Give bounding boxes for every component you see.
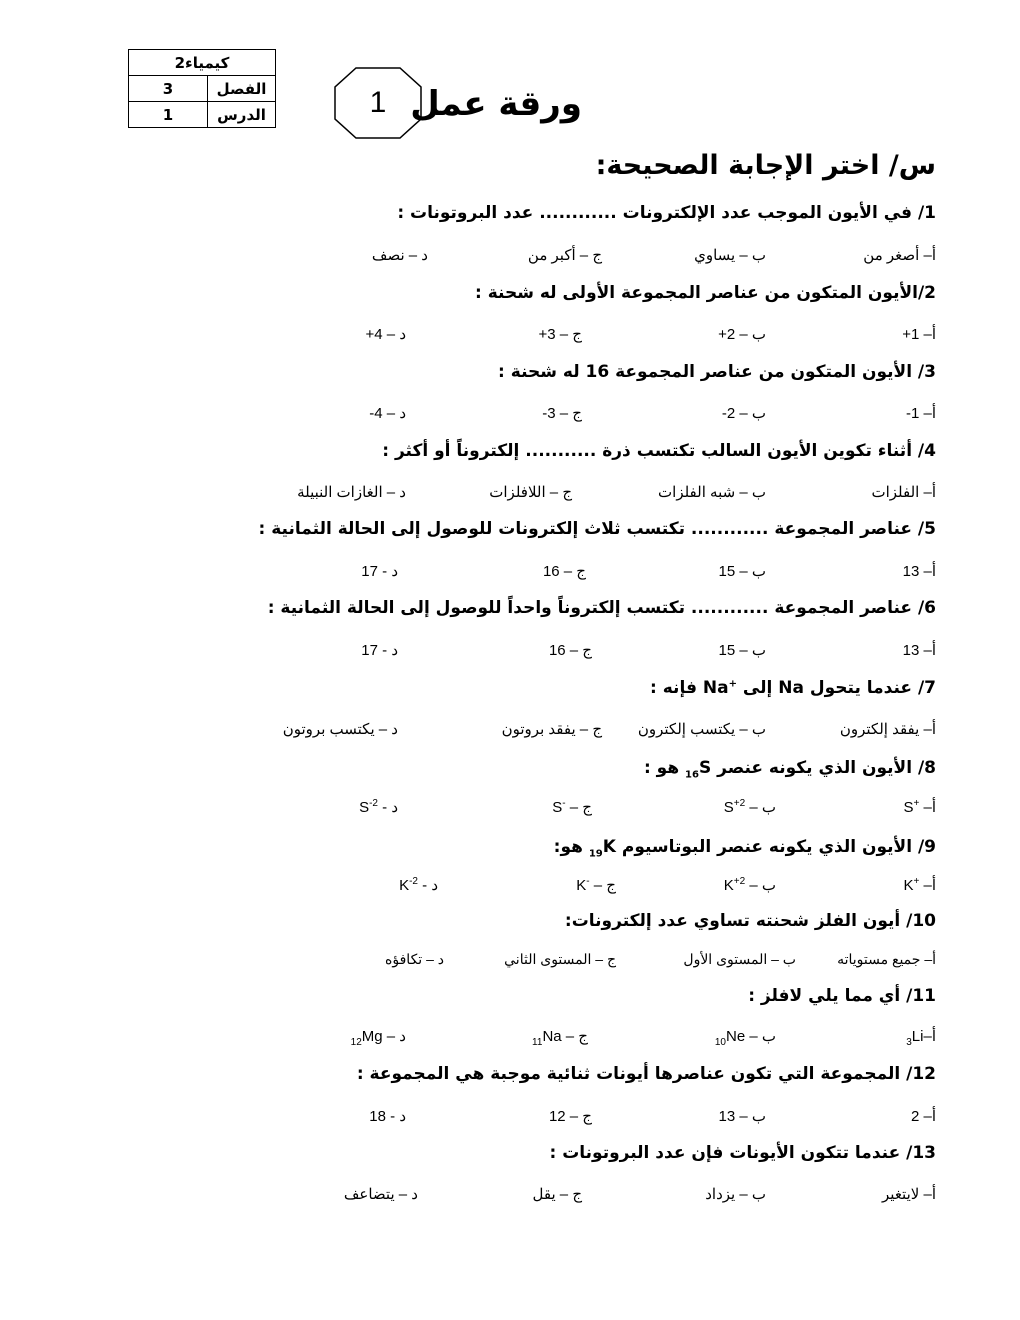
option-c[interactable]: ج – يفقد بروتون — [501, 721, 602, 738]
option-c[interactable]: ج – S- — [552, 798, 592, 816]
option-a[interactable]: أ– جميع مستوياته — [837, 951, 936, 967]
option-a[interactable]: أ– أصغر من — [863, 247, 936, 264]
option-b[interactable]: ب – شبه الفلزات — [658, 484, 766, 501]
subject-cell: كيمياء2 — [129, 50, 276, 76]
option-c[interactable]: ج – 16 — [548, 642, 592, 659]
option-a[interactable]: أ– 2 — [910, 1108, 936, 1125]
option-a[interactable]: أ– 1- — [905, 405, 936, 422]
chapter-value: 3 — [129, 76, 208, 102]
option-a[interactable]: أ– يفقد إلكترون — [839, 721, 936, 738]
option-c[interactable]: ج – 12 — [548, 1108, 592, 1125]
sheet-number-badge — [334, 67, 422, 139]
option-c[interactable]: ج – اللافلزات — [489, 484, 572, 501]
option-b[interactable]: ب – يزداد — [705, 1186, 766, 1203]
question-7: 7/ عندما يتحول Na إلى Na+ فإنه : — [650, 678, 936, 698]
option-d[interactable]: د – يتضاعف — [343, 1186, 418, 1203]
option-c[interactable]: ج – K- — [576, 876, 616, 894]
question-6: 6/ عناصر المجموعة ............ تكتسب إلكتروناً واحداً للوصول إلى الحالة الثمانية : — [267, 598, 936, 618]
option-c[interactable]: ج – أكبر من — [527, 247, 602, 264]
option-b[interactable]: ب – $_{10}$Ne — [714, 1028, 776, 1048]
option-b[interactable]: ب – $S^{+2}$ — [723, 798, 776, 816]
option-a[interactable]: أ– 13 — [902, 642, 936, 659]
chapter-label: الفصل — [208, 76, 276, 102]
option-b[interactable]: ب – 13 — [718, 1108, 766, 1125]
question-1: 1/ في الأيون الموجب عدد الإلكترونات ............ عدد البروتونات : — [397, 203, 936, 223]
option-a[interactable]: أ– S+ — [903, 798, 936, 816]
page-title: ورقة عمل — [410, 84, 582, 124]
option-c[interactable]: ج – 16 — [542, 563, 586, 580]
option-d[interactable]: د – نصف — [371, 247, 428, 264]
question-13: 13/ عندما تتكون الأيونات فإن عدد البروتونات : — [549, 1143, 936, 1163]
question-12: 12/ المجموعة التي تكون عناصرها أيونات ثنائية موجبة هي المجموعة : — [356, 1064, 936, 1084]
option-d[interactable]: د – تكافؤه — [385, 951, 444, 967]
question-10: 10/ أيون الفلز شحنته تساوي عدد إلكترونات: — [564, 911, 936, 931]
option-b[interactable]: ب – يساوي — [694, 247, 766, 264]
sheet-number: 1 — [369, 86, 387, 119]
option-c[interactable]: ج – المستوى الثاني — [504, 951, 616, 967]
option-b[interactable]: ب – 2- — [721, 405, 766, 422]
question-9: 9/ الأيون الذي يكونه عنصر البوتاسيوم $_{19}$K هو: — [553, 837, 936, 860]
option-a[interactable]: $أ-_3Li$ — [906, 1028, 936, 1048]
option-d[interactable]: د – 4+ — [365, 326, 406, 343]
question-5: 5/ عناصر المجموعة ............ تكتسب ثلاث إلكترونات للوصول إلى الحالة الثمانية : — [258, 519, 936, 539]
option-b[interactable]: ب – 2+ — [718, 326, 766, 343]
option-d[interactable]: د – يكتسب بروتون — [282, 721, 398, 738]
option-a[interactable]: أ– K+ — [903, 876, 936, 894]
option-b[interactable]: ب – يكتسب إلكترون — [637, 721, 766, 738]
option-a[interactable]: أ– لايتغير — [882, 1186, 936, 1203]
question-4: 4/ أثناء تكوين الأيون السالب تكتسب ذرة ........... إلكتروناً أو أكثر : — [382, 441, 936, 461]
option-d[interactable]: د - 17 — [361, 642, 398, 659]
option-c[interactable]: ج – 3+ — [538, 326, 582, 343]
option-d[interactable]: د - 17 — [361, 563, 398, 580]
lesson-label: الدرس — [208, 102, 276, 128]
option-c[interactable]: ج – $_{11}$Na — [532, 1028, 588, 1048]
question-8: 8/ الأيون الذي يكونه عنصر $_{16}$S هو : — [643, 758, 936, 781]
option-d[interactable]: د - $S^{-2}$ — [359, 798, 398, 816]
option-b[interactable]: ب – $K^{+2}$ — [723, 876, 776, 894]
option-b[interactable]: ب – 15 — [718, 642, 766, 659]
info-table — [128, 49, 276, 128]
instruction: س/ اختر الإجابة الصحيحة: — [595, 150, 936, 181]
question-2: 2/الأيون المتكون من عناصر المجموعة الأولى له شحنة : — [475, 283, 936, 303]
question-11: 11/ أي مما يلي لافلز : — [748, 986, 936, 1006]
option-a[interactable]: أ– الفلزات — [871, 484, 936, 501]
option-c[interactable]: ج – يقل — [532, 1186, 582, 1203]
question-3: 3/ الأيون المتكون من عناصر المجموعة 16 له شحنة : — [498, 362, 936, 382]
option-a[interactable]: أ– 1+ — [902, 326, 936, 343]
option-c[interactable]: ج – 3- — [542, 405, 582, 422]
option-d[interactable]: د - $K^{-2}$ — [399, 876, 438, 894]
option-a[interactable]: أ– 13 — [902, 563, 936, 580]
option-d[interactable]: د – الغازات النبيلة — [297, 484, 406, 501]
option-b[interactable]: ب – المستوى الأول — [683, 951, 796, 967]
option-d[interactable]: د – $_{12}$Mg — [350, 1028, 406, 1048]
option-b[interactable]: ب – 15 — [718, 563, 766, 580]
option-d[interactable]: د - 18 — [369, 1108, 406, 1125]
lesson-value: 1 — [129, 102, 208, 128]
option-d[interactable]: د – 4- — [369, 405, 406, 422]
